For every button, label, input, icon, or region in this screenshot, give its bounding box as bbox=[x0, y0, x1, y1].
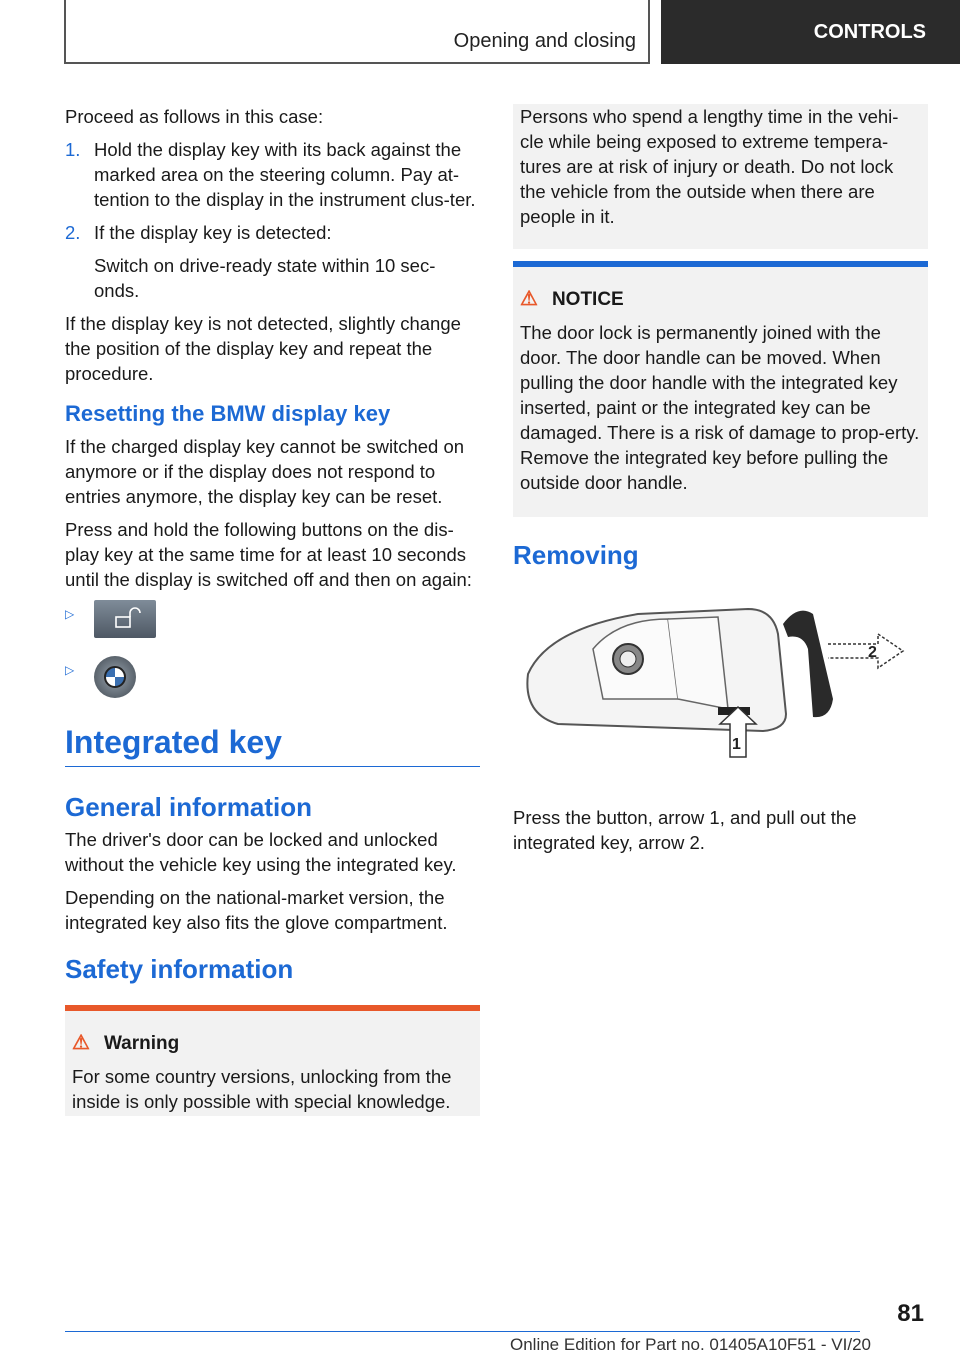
bmw-logo-button-icon bbox=[94, 656, 136, 698]
bullet-bmw-button bbox=[65, 656, 480, 700]
step-number: 2. bbox=[65, 222, 81, 243]
header-chapter-tab: CONTROLS bbox=[661, 0, 960, 64]
removing-text: Press the button, arrow 1, and pull out the integrated key, arrow 2. bbox=[513, 807, 857, 853]
warning-box-continued bbox=[513, 104, 928, 249]
integrated-key-removal-illustration bbox=[518, 589, 913, 769]
warning-title-row bbox=[72, 1031, 473, 1056]
reset-paragraph-1: If the charged display key cannot be switched on anymore or if the display does not respond to entries anymore, the display key can be reset. bbox=[65, 436, 465, 507]
arrow-2-label: 2 bbox=[868, 644, 877, 661]
general-paragraph-1: The driver's door can be locked and unlocked without the vehicle key using the integrated key. bbox=[65, 829, 457, 875]
right-column bbox=[513, 104, 928, 863]
warning-triangle-icon: ⚠ bbox=[72, 1032, 90, 1054]
warning-text: For some country versions, unlocking from the inside is only possible with special knowledge. bbox=[72, 1066, 452, 1112]
general-info-heading: General information bbox=[65, 792, 313, 822]
bullet-triangle-icon: ▷ bbox=[65, 663, 75, 677]
step-2 bbox=[65, 220, 480, 245]
notice-title-row bbox=[520, 287, 921, 312]
arrow-1-label: 1 bbox=[732, 736, 741, 753]
safety-info-heading: Safety information bbox=[65, 954, 294, 984]
footer-rule bbox=[65, 1331, 860, 1332]
reset-paragraph-2: Press and hold the following buttons on the dis-play key at the same time for at least 10 seconds until the display is switched off and then on again: bbox=[65, 519, 472, 590]
general-paragraph-2: Depending on the national-market version, the integrated key also fits the glove compartment. bbox=[65, 887, 448, 933]
step-1 bbox=[65, 137, 480, 212]
page-number: 81 bbox=[897, 1300, 924, 1327]
step-2-sub: Switch on drive-ready state within 10 sec-onds. bbox=[94, 255, 436, 301]
step-text: If the display key is detected: bbox=[94, 222, 332, 243]
unlock-button-icon bbox=[94, 600, 156, 638]
left-column bbox=[65, 104, 480, 1116]
warning-box bbox=[65, 1011, 480, 1116]
step-number: 1. bbox=[65, 139, 81, 160]
notice-triangle-icon: ⚠ bbox=[520, 288, 538, 310]
notice-title: NOTICE bbox=[551, 289, 624, 310]
footer-edition: Online Edition for Part no. 01405A10F51 - VI/20 bbox=[510, 1335, 872, 1354]
bullet-triangle-icon: ▷ bbox=[65, 607, 75, 621]
removing-heading: Removing bbox=[513, 540, 639, 570]
header-section-title: Opening and closing bbox=[453, 30, 636, 52]
warning-continued-text: Persons who spend a lengthy time in the vehi-cle while being exposed to extreme tempera-tures are at risk of injury or death. Do not lock the vehicle from the outside when there are people in it. bbox=[520, 106, 899, 227]
integrated-key-heading: Integrated key bbox=[65, 724, 282, 760]
reset-heading: Resetting the BMW display key bbox=[65, 401, 391, 426]
step-text: Hold the display key with its back against the marked area on the steering column. Pay at-tention to the display in the instrument clus-ter. bbox=[94, 139, 476, 210]
notice-text: The door lock is permanently joined with the door. The door handle can be moved. When pulling the door handle with the integrated key inserted, paint or the integrated key can be damaged. There is a risk of damage to prop-erty. Remove the integrated key before pulling the outside door handle. bbox=[520, 322, 920, 493]
warning-title: Warning bbox=[103, 1033, 180, 1054]
bullet-lock-button bbox=[65, 600, 480, 644]
intro-text: Proceed as follows in this case: bbox=[65, 106, 324, 127]
notice-box bbox=[513, 267, 928, 517]
integrated-key-section bbox=[65, 722, 480, 767]
not-detected-text: If the display key is not detected, slightly change the position of the display key and repeat the procedure. bbox=[65, 313, 461, 384]
